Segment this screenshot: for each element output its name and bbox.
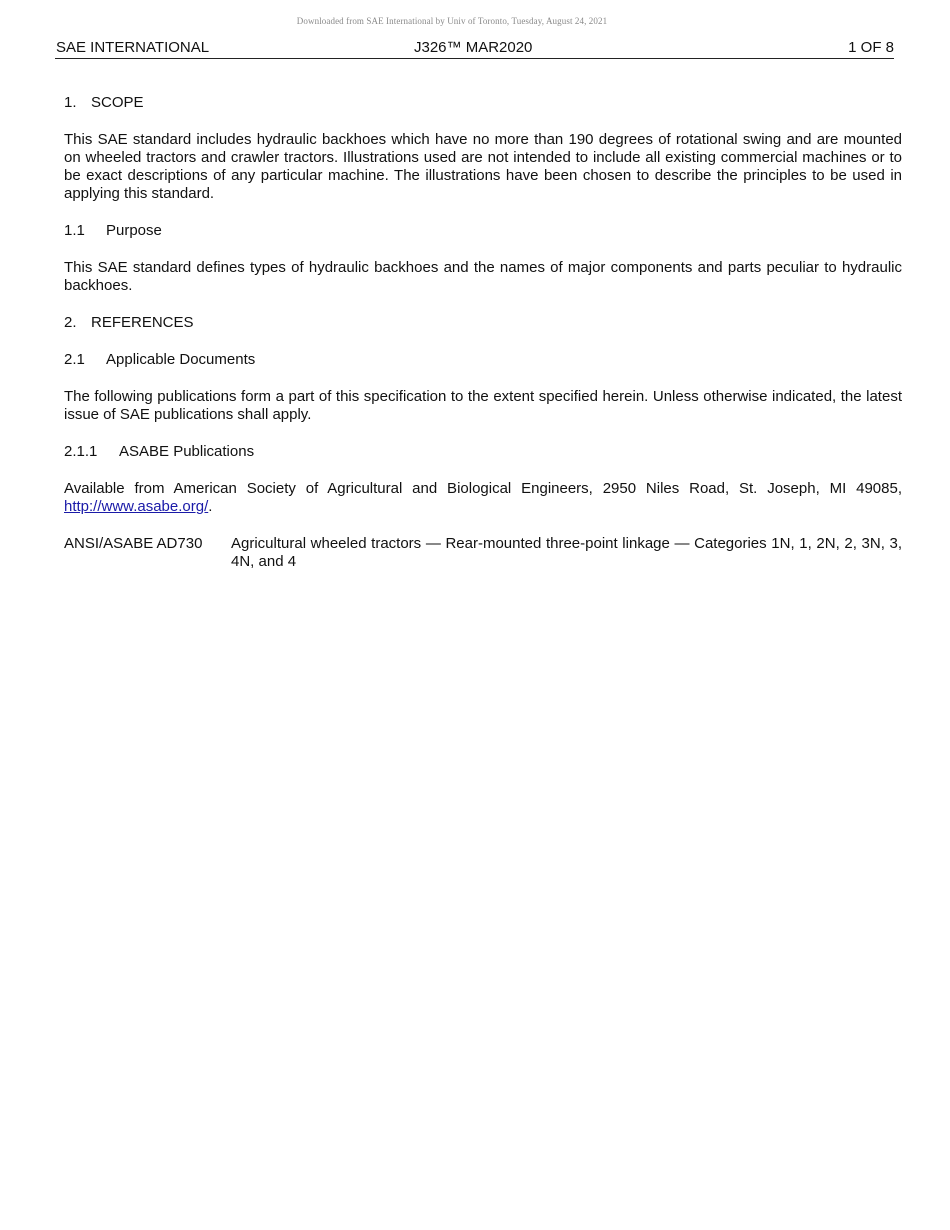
applicable-documents-paragraph: The following publications form a part of this specification to the extent specified herein. Unless otherwise indicated, the latest issue of SAE publications shall apply.: [64, 388, 902, 423]
reference-code: ANSI/ASABE AD730: [64, 535, 203, 552]
download-watermark: Downloaded from SAE International by Univ of Toronto, Tuesday, August 24, 2021: [296, 16, 608, 26]
document-body: [64, 94, 902, 571]
section-number: 2.: [64, 314, 77, 331]
section-heading-purpose: [64, 222, 902, 240]
link-suffix: .: [208, 498, 213, 515]
header-page-number: 1 OF 8: [848, 39, 894, 56]
section-number: 2.1.1: [64, 443, 98, 460]
section-title: REFERENCES: [91, 314, 194, 331]
section-number: 1.: [64, 94, 77, 111]
section-number: 2.1: [64, 351, 85, 368]
reference-item: [64, 535, 902, 571]
header-document-id: J326™ MAR2020: [414, 39, 533, 56]
section-number: 1.1: [64, 222, 85, 239]
page-header: [55, 38, 894, 59]
section-heading-references: [64, 314, 902, 332]
reference-description: Agricultural wheeled tractors — Rear-mounted three-point linkage — Categories 1N, 1, 2N, 2, 3N, 3, 4N, and 4: [231, 535, 902, 570]
section-title: Applicable Documents: [106, 351, 256, 368]
asabe-availability-text: Available from American Society of Agricultural and Biological Engineers, 2950 Niles Road, St. Joseph, MI 49085,: [64, 480, 902, 497]
section-heading-scope: [64, 94, 902, 112]
asabe-availability-paragraph: [64, 480, 902, 516]
header-publisher: SAE INTERNATIONAL: [56, 39, 210, 56]
section-title: Purpose: [106, 222, 162, 239]
section-title: SCOPE: [91, 94, 144, 111]
section-heading-applicable-documents: [64, 351, 902, 369]
purpose-paragraph: This SAE standard defines types of hydraulic backhoes and the names of major components and parts peculiar to hydraulic backhoes.: [64, 259, 902, 294]
section-title: ASABE Publications: [119, 443, 255, 460]
scope-paragraph: This SAE standard includes hydraulic backhoes which have no more than 190 degrees of rotational swing and are mounted on wheeled tractors and crawler tractors. Illustrations used are not intended to include all existing commercial machines or to be exact descriptions of any particular machine. The illustrations have been chosen to describe the principles to be used in applying this standard.: [64, 131, 902, 202]
asabe-website-link[interactable]: http://www.asabe.org/: [64, 498, 209, 515]
section-heading-asabe-publications: [64, 443, 902, 461]
